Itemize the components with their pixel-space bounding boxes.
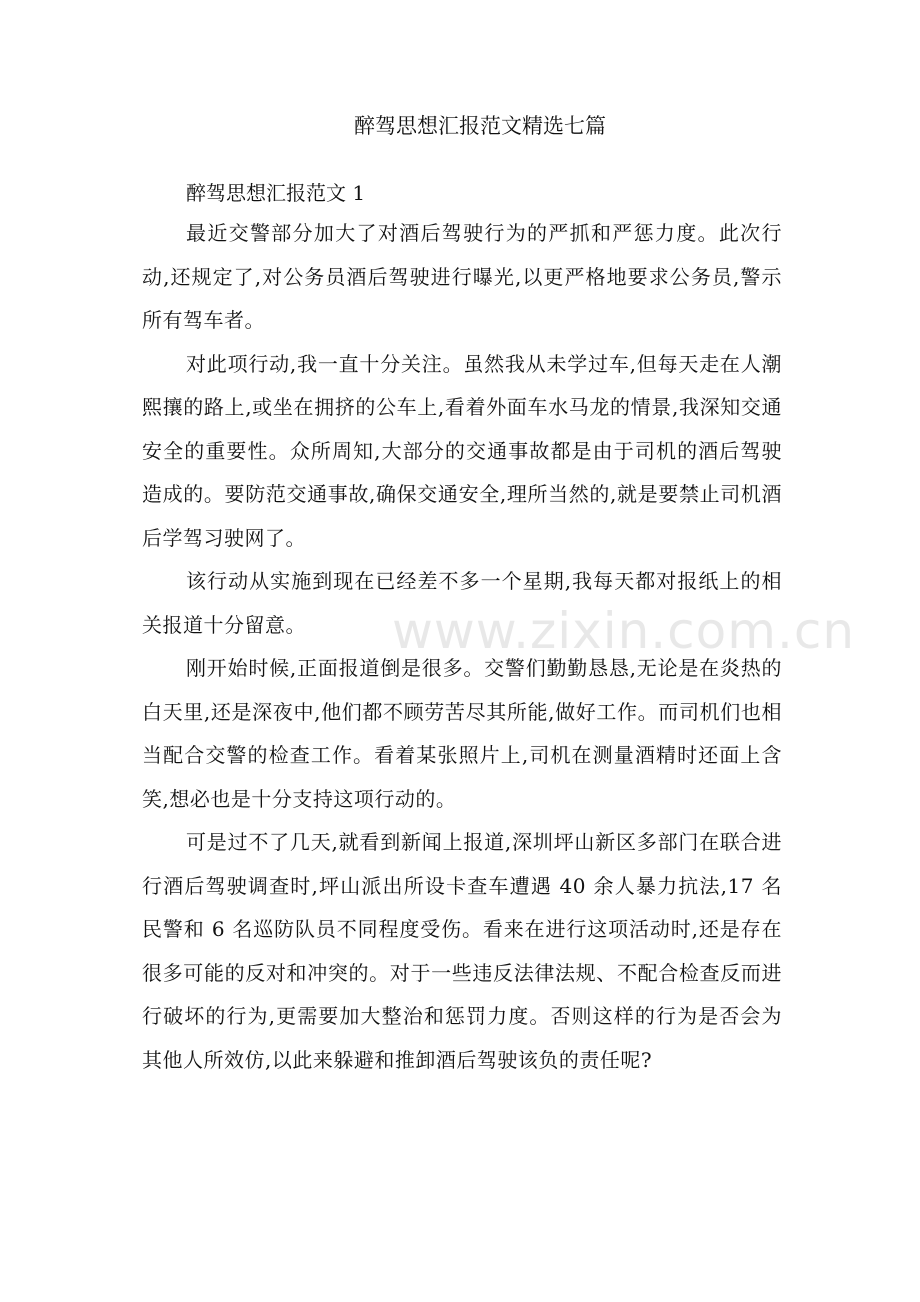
watermark-text: www.zixin.com.cn — [392, 602, 856, 660]
section-heading: 醉驾思想汇报范文 1 — [186, 181, 366, 205]
paragraph: 可是过不了几天,就看到新闻上报道,深圳坪山新区多部门在联合进行酒后驾驶调查时,坪山派出所设卡查车遭遇 40 余人暴力抗法,17 名民警和 6 名巡防队员不同程度受伤。看来在进行这项活动时,还是存在很多可能的反对和冲突的。对于一些违反法律法规、不配合检查反而进行破坏的行为,更需要加大整治和惩罚力度。否则这样的行为是否会为其他人所效仿,以此来躲避和推卸酒后驾驶该负的责任呢? — [142, 830, 782, 1072]
paragraph: 刚开始时候,正面报道倒是很多。交警们勤勤恳恳,无论是在炎热的白天里,还是深夜中,他们都不顾劳苦尽其所能,做好工作。而司机们也相当配合交警的检查工作。看着某张照片上,司机在测量酒精时还面上含笑,想必也是十分支持这项行动的。 — [142, 656, 782, 811]
document-title: 醉驾思想汇报范文精选七篇 — [354, 114, 606, 138]
paragraph: 该行动从实施到现在已经差不多一个星期,我每天都对报纸上的相关报道十分留意。 — [142, 569, 782, 637]
document-body — [142, 176, 782, 1082]
paragraph: 对此项行动,我一直十分关注。虽然我从未学过车,但每天走在人潮熙攘的路上,或坐在拥挤的公车上,看着外面车水马龙的情景,我深知交通安全的重要性。众所周知,大部分的交通事故都是由于司机的酒后驾驶造成的。要防范交通事故,确保交通安全,理所当然的,就是要禁止司机酒后学驾习驶网了。 — [142, 351, 782, 550]
paragraph: 最近交警部分加大了对酒后驾驶行为的严抓和严惩力度。此次行动,还规定了,对公务员酒后驾驶进行曝光,以更严格地要求公务员,警示所有驾车者。 — [142, 221, 782, 332]
